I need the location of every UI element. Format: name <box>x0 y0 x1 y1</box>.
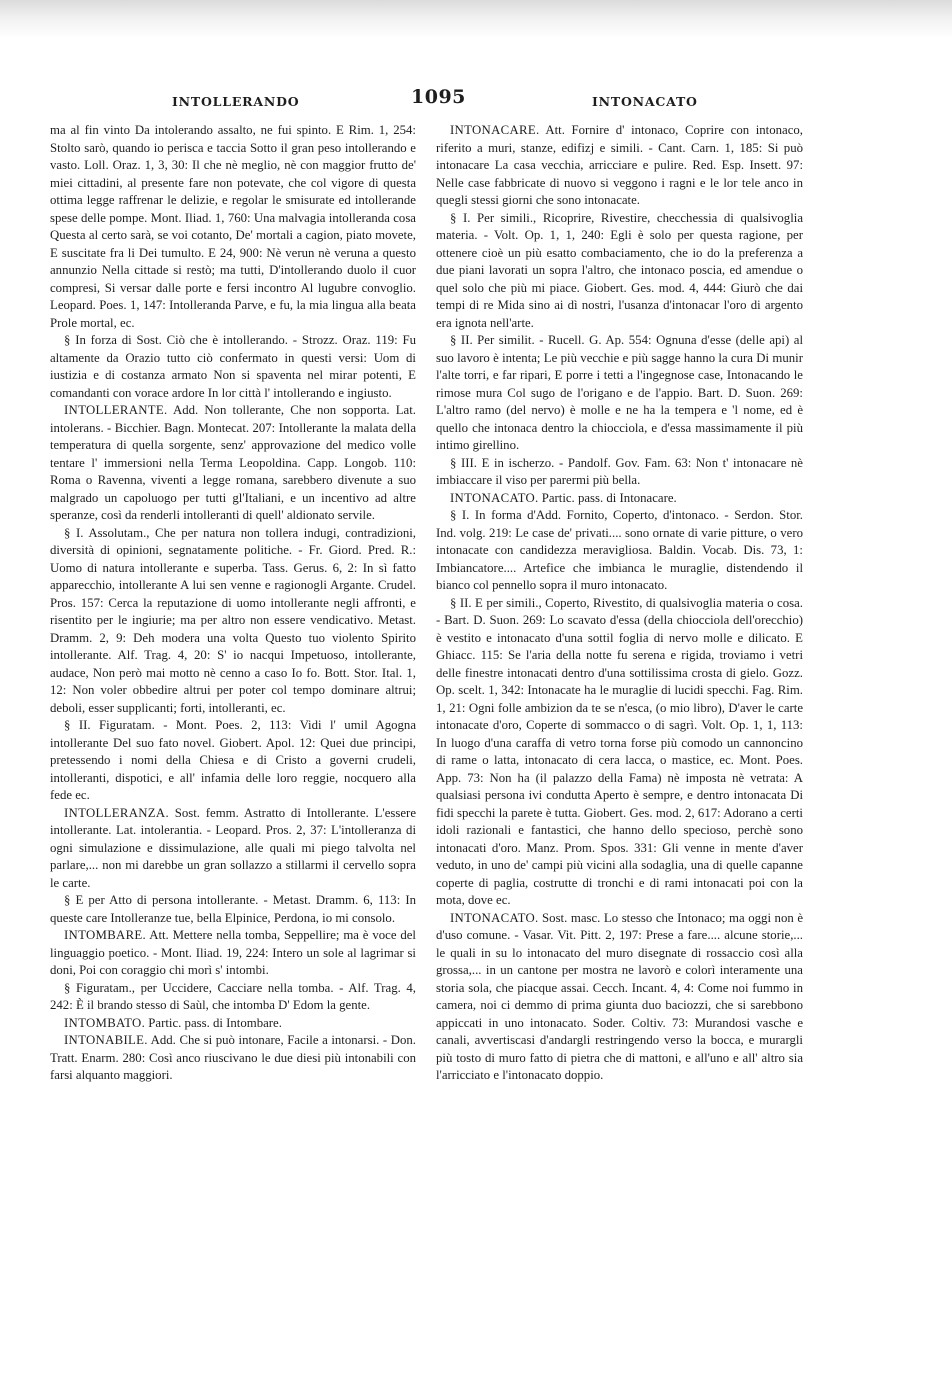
entry-paragraph: § II. Per similit. - Rucell. G. Ap. 554: Ognuna d'esse (delle api) al suo lavoro è intenta; Le più vecchie e più sagge hanno la cura Di munir l'alte torri, e far ripari, E porre i tetti a l'ingegnose case, Intonacando le rimose mura Col sugo de l'origano e de l'appio. Bart. D. Suon. 269: L'altro ramo (del nervo) è molle e ne ha la tempera e 'l nome, ed è quello che intonaca dentro la chiocciola, e d'essa massimamente il più intimo girellino. <box>436 333 803 452</box>
headword: INTONACATO. <box>450 910 539 925</box>
headword: INTONACATO. <box>450 490 539 505</box>
entry-paragraph: INTONACATO. Partic. pass. di Intonacare. <box>450 490 677 505</box>
scan-edge-shadow <box>0 0 952 38</box>
entry-paragraph: § II. E per simili., Coperto, Rivestito, di qualsivoglia materia o cosa. - Bart. D. Suon. 269: Lo scavato d'essa (della chiocciola dell'orecchio) è vestito e intonacato d'una sottil foglia di nervo molle e dilicato. E Ghiacc. 115: Se l'aria della notte fu serena e rigida, troviamo i vetri delle finestre intonacati dentro d'una sottilissima crosta di gielo. Gozz. Op. scelt. 1, 342: Intonacate ha le muraglie di lucidi specchi. Fag. Rim. 1, 21: Ogni folle ambizion da te se n'esca, (o mio libro), D'aver le carte intonacate d'oro, Coperte di sommacco o di sagrì. Volt. Op. 1, 1, 113: In luogo d'una caraffa di vetro torna forse più comodo un cannoncino di rame o latta, intonacato di cera lacca, o mastice, ec. Mont. Poes. App. 73: Non ha (il palazzo della Fama) nè imposta nè vetrata: A qualsiasi persona ivi condutta Aperto è sempre, e dentro intonacata Di fidi specchi la parete è tutta. Giobert. Ges. mod. 2, 617: Adorano a certi idoli razionali e fantastici, che hanno dello specioso, perchè sono intonacati d'oro. Manz. Prom. Spos. 331: Gli venne in mente d'aver veduto, in uno de' campi più vicini alla sodaglia, una di quelle capanne coperte di paglia, costrutte di tronchi e di rami intonacati poi con la mota, dove ec. <box>436 595 803 907</box>
entry-paragraph: § Figuratam., per Uccidere, Cacciare nella tomba. - Alf. Trag. 4, 242: È il brando stesso di Saùl, che intomba D' Edom la gente. <box>50 980 416 1012</box>
headword: INTONACARE. <box>450 123 540 137</box>
entry-paragraph: § I. Per simili., Ricoprire, Rivestire, checchessia di qualsivoglia materia. - Volt. Op. 1, 1, 240: Egli è solo per questa ragione, per ottenere cioè un più esatto combaciamento, che io do la preferenza a due piani lavorati un sopra l'altro, che intonaco poscia, ed amendue o quel solo che più mi piace. Giobert. Ges. mod. 4, 444: Giurò che dai tempi di re Mida sino ai dì nostri, l'usanza d'intonacar l'oro di argento era ignota nell'arte. <box>436 210 803 330</box>
left-column <box>50 122 416 1085</box>
headword: INTOLLERANZA. <box>64 805 169 820</box>
entry-paragraph: § In forza di Sost. Ciò che è intollerando. - Strozz. Oraz. 119: Fu altamente da Orazio tutto ciò confermato in questi versi: Uom di iustizia e di costanza armato Non si spaventa nel mirar potenti, E comandanti con vorace ardore In lor città l' intollerando e ingiusto. <box>50 333 416 400</box>
entry-paragraph: INTONACATO. Sost. masc. Lo stesso che Intonaco; ma oggi non è d'uso comune. - Vasar. Vit. Pitt. 2, 197: Prese a fare.... alcune storie,... le quali in su lo intonacato del muro disegnate di rossaccio così alla grossa,... in un cantone per mostra ne lavorò e colorì interamente una storia sola, che piacque assai. Cecch. Incant. 4, 4: Come noi fummo in camera, noi ci demmo di prima giunta duo baciozzi, che si sarebbono appiccati in uno intonacato. Soder. Coltiv. 73: Murandosi vasche e canali, avvertiscasi d'andargli restringendo verso la bocca, e murargli più tosto di muro fatto di pietra che di mattoni, e all'uno e all' altro sia l'arricciato e l'intonacato doppio. <box>436 910 803 1082</box>
entry-paragraph: § I. Assolutam., Che per natura non tollera indugi, contradizioni, diversità di opinioni, segnatamente politiche. - Fr. Giord. Pred. R.: Uomo di natura intollerante e superba. Tass. Gerus. 6, 2: In sì fatto apparecchio, intollerante A lui sen venne e ragionogli Argante. Crudel. Pros. 157: Cerca la reputazione di uomo intollerante negli affronti, e risentito per le ingiurie; ma per altro non essere vendicativo. Metast. Dramm. 2, 9: Deh modera una volta Questo tuo violento Spirito intollerante. Alf. Trag. 4, 20: S' io nacqui Impetuoso, intollerante, audace, Non però mai motto nè cenno a caso Io fo. Bott. Stor. Ital. 1, 12: Non voler obbedire altrui per poter col tempo dominare altrui; deboli, esser supplicanti; forti, intolleranti, ec. <box>50 525 416 715</box>
running-head <box>0 86 952 114</box>
entry-paragraph: § I. In forma d'Add. Fornito, Coperto, d'intonaco. - Serdon. Stor. Ind. volg. 219: Le case de' privati.... sono ornate di varie pitture, o vero intonacate con candidezza meravigliosa. Baldin. Vocab. Dis. 73, 1: Imbiancatore.... Artefice che imbianca le muraglie, distendendo il bianco col pennello sopra il muro intonacato. <box>436 508 803 592</box>
entry-paragraph: § II. Figuratam. - Mont. Poes. 2, 113: Vidi l' umil Agogna intollerante Del suo fato novel. Giobert. Apol. 12: Quei due principi, pretessendo i nomi della Chiesa e di Cristo a governi crudeli, intolleranti, dispotici, e all' infamia delle loro reggie, nocquero alla fede ec. <box>50 718 416 802</box>
entry-paragraph: INTOLLERANTE. Add. Non tollerante, Che non sopporta. Lat. intolerans. - Bicchier. Bagn. Montecat. 207: Intollerante la malata della temperatura di quella sorgente, senz' approvazione del medico volle tentare l' immersioni nella Terma Leopoldina. Capp. Longob. 110: Roma o Ravenna, viventi a legge romana, sarebbero divenute a suo malgrado un capoluogo per tutti gl'Italiani, e un incentivo ad altre speranze, così da renderli intolleranti di quell' aldionato servile. <box>50 403 416 522</box>
headword: INTOMBATO. <box>64 1015 146 1030</box>
right-column <box>436 122 803 1085</box>
entry-paragraph: INTOMBATO. Partic. pass. di Intombare. <box>64 1015 282 1030</box>
headword: INTOMBARE. <box>64 928 147 942</box>
entry-paragraph: INTONABILE. Add. Che si può intonare, Facile a intonarsi. - Don. Tratt. Enarm. 280: Così anco riuscivano le due diesi più intonabili con farsi alquanto maggiori. <box>50 1033 416 1082</box>
entry-paragraph: § E per Atto di persona intollerante. - Metast. Dramm. 6, 113: In queste care Intolleranze tue, bella Elpinice, Perdona, io mi consolo. <box>50 893 416 925</box>
right-guide-word: INTONACATO <box>592 94 698 109</box>
headword: INTONABILE. <box>64 1033 148 1047</box>
entry-paragraph: INTOMBARE. Att. Mettere nella tomba, Seppellire; ma è voce del linguaggio poetico. - Mont. Iliad. 19, 224: Intero un sole al lagrimar si doni, Poi con coraggio chi morì s' intombi. <box>50 928 416 977</box>
left-guide-word: INTOLLERANDO <box>172 94 300 109</box>
entry-paragraph: INTOLLERANZA. Sost. femm. Astratto di Intollerante. L'essere intollerante. Lat. intolerantia. - Leopard. Pros. 2, 37: L'intolleranza di ogni simulazione e dissimulazione, alle quali mi piego talvolta nel parlare,... non mi darebbe un gran sollazzo a stillarmi il cervello sopra le carte. <box>50 805 416 890</box>
headword: INTOLLERANTE. <box>64 403 168 417</box>
page-number: 1095 <box>411 86 466 108</box>
entry-paragraph: ma al fin vinto Da intolerando assalto, ne fui spinto. E Rim. 1, 254: Stolto sarò, quando io perisca e taccia Sotto il gran peso intollerando e vasto. Loll. Oraz. 1, 3, 30: Il che nè meglio, nè con maggior frutto de' miei cittadini, al presente fare non potevate, che col vigore di questa ottima legge raffrenar le delizie, e regolar le smisurate ed intollerande spese delle pompe. Mont. Iliad. 1, 760: Una malvagia intolleranda cosa Questa al certo sarà, se voi cotanto, De' mortali a cagion, piato movete, E suscitate fra li Dei tumulto. E 24, 900: Nè verun nè veruna a questo annunzio Nella cittade si restò; ma tutti, D'intollerando duolo il cuor compresi, Si versar dalle porte e fersi incontro Al lugubre convoglio. Leopard. Poes. 1, 147: Intolleranda Parve, e fu, la mia lingua alla beata Prole mortal, ec. <box>50 123 416 330</box>
entry-paragraph: INTONACARE. Att. Fornire d' intonaco, Coprire con intonaco, riferito a muri, stanze, edifizj e simili. - Cant. Carn. 1, 185: Si può intonacare La casa vecchia, arricciare e pulire. Red. Esp. Insett. 97: Nelle case fabbricate di nuovo si veggono i ragni e le lor tele anco in quegli stessi giorni che sono intonacate. <box>436 123 803 207</box>
entry-paragraph: § III. E in ischerzo. - Pandolf. Gov. Fam. 63: Non t' intonacare nè imbiaccare il viso per parermi più bella. <box>436 455 803 487</box>
